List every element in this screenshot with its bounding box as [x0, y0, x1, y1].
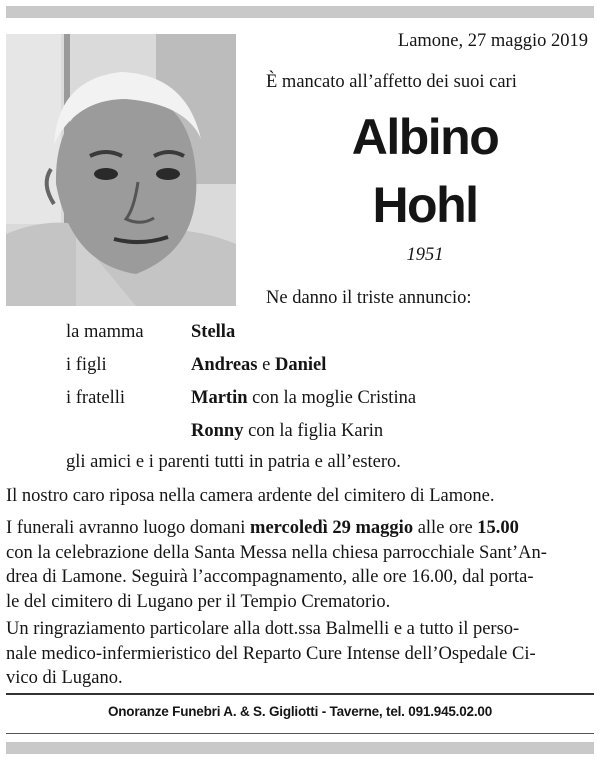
paragraph-line: [6, 516, 596, 541]
relative-names-mother: [191, 322, 235, 343]
relative-label-children: i figli: [66, 355, 107, 375]
funeral-time: 15.00: [477, 518, 519, 538]
paragraph-line: [6, 541, 596, 566]
relative-text: con la moglie Cristina: [247, 388, 417, 408]
notice-date: Lamone, 27 maggio 2019: [397, 31, 588, 51]
line-text: Un ringraziamento particolare alla dott.ssa Balmelli e a tutto il perso-: [6, 619, 520, 639]
paragraph-funeral: [6, 516, 596, 614]
line-text: le del cimitero di Lugano per il Tempio Crematorio.: [6, 591, 391, 612]
line-text: vico di Lugano.: [6, 668, 123, 688]
relative-names-siblings-1: [191, 388, 416, 409]
portrait-photo: [6, 34, 236, 306]
paragraph-line: [6, 642, 596, 667]
paragraph-line: [6, 590, 596, 615]
relative-text: con la figlia Karin: [243, 421, 384, 441]
funeral-home-footer: Onoranze Funebri A. & S. Gigliotti - Taverne, tel. 091.945.02.00: [107, 704, 493, 719]
relative-name: Andreas: [191, 355, 258, 375]
relative-name: Stella: [191, 322, 236, 342]
relative-name: Ronny: [191, 421, 244, 441]
relative-label-mother: la mamma: [66, 322, 144, 342]
line-text: drea di Lamone. Seguirà l’accompagnamento, alle ore 16.00, dal porta-: [6, 567, 534, 587]
friends-text: gli amici e i parenti tutti in patria e all’estero.: [66, 452, 401, 472]
relative-names-children: [191, 355, 326, 376]
relative-names-siblings-2: [191, 421, 383, 442]
paragraph-thanks: [6, 617, 596, 691]
deceased-first-name: Albino: [351, 109, 499, 165]
relative-label-siblings: i fratelli: [66, 388, 126, 408]
birth-year: 1951: [406, 245, 444, 265]
funeral-date: mercoledì 29 maggio: [250, 518, 414, 538]
line-text: Il nostro caro riposa nella camera ardente del cimitero di Lamone.: [6, 486, 495, 506]
bottom-decorative-band: [6, 742, 594, 754]
announce-text: Ne danno il triste annuncio:: [266, 288, 472, 308]
relative-text: e: [257, 355, 275, 375]
paragraph-line: [6, 565, 596, 590]
relative-name: Daniel: [274, 355, 327, 375]
intro-text: È mancato all’affetto dei suoi cari: [266, 72, 517, 92]
paragraph-line: [6, 666, 596, 691]
relative-name: Martin: [191, 388, 248, 408]
footer-rule-top: [6, 693, 594, 695]
footer-rule-bottom: [6, 733, 594, 734]
line-text: alle ore: [413, 518, 478, 538]
line-text: nale medico-infermieristico del Reparto Cure Intense dell’Ospedale Ci-: [6, 643, 536, 664]
line-text: I funerali avranno luogo domani: [6, 518, 251, 538]
top-decorative-band: [6, 6, 594, 18]
paragraph-resting-place: [6, 484, 596, 509]
line-text: con la celebrazione della Santa Messa nella chiesa parrocchiale Sant’An-: [6, 542, 547, 563]
paragraph-line: [6, 484, 596, 509]
deceased-last-name: Hohl: [372, 177, 478, 233]
paragraph-line: [6, 617, 596, 642]
